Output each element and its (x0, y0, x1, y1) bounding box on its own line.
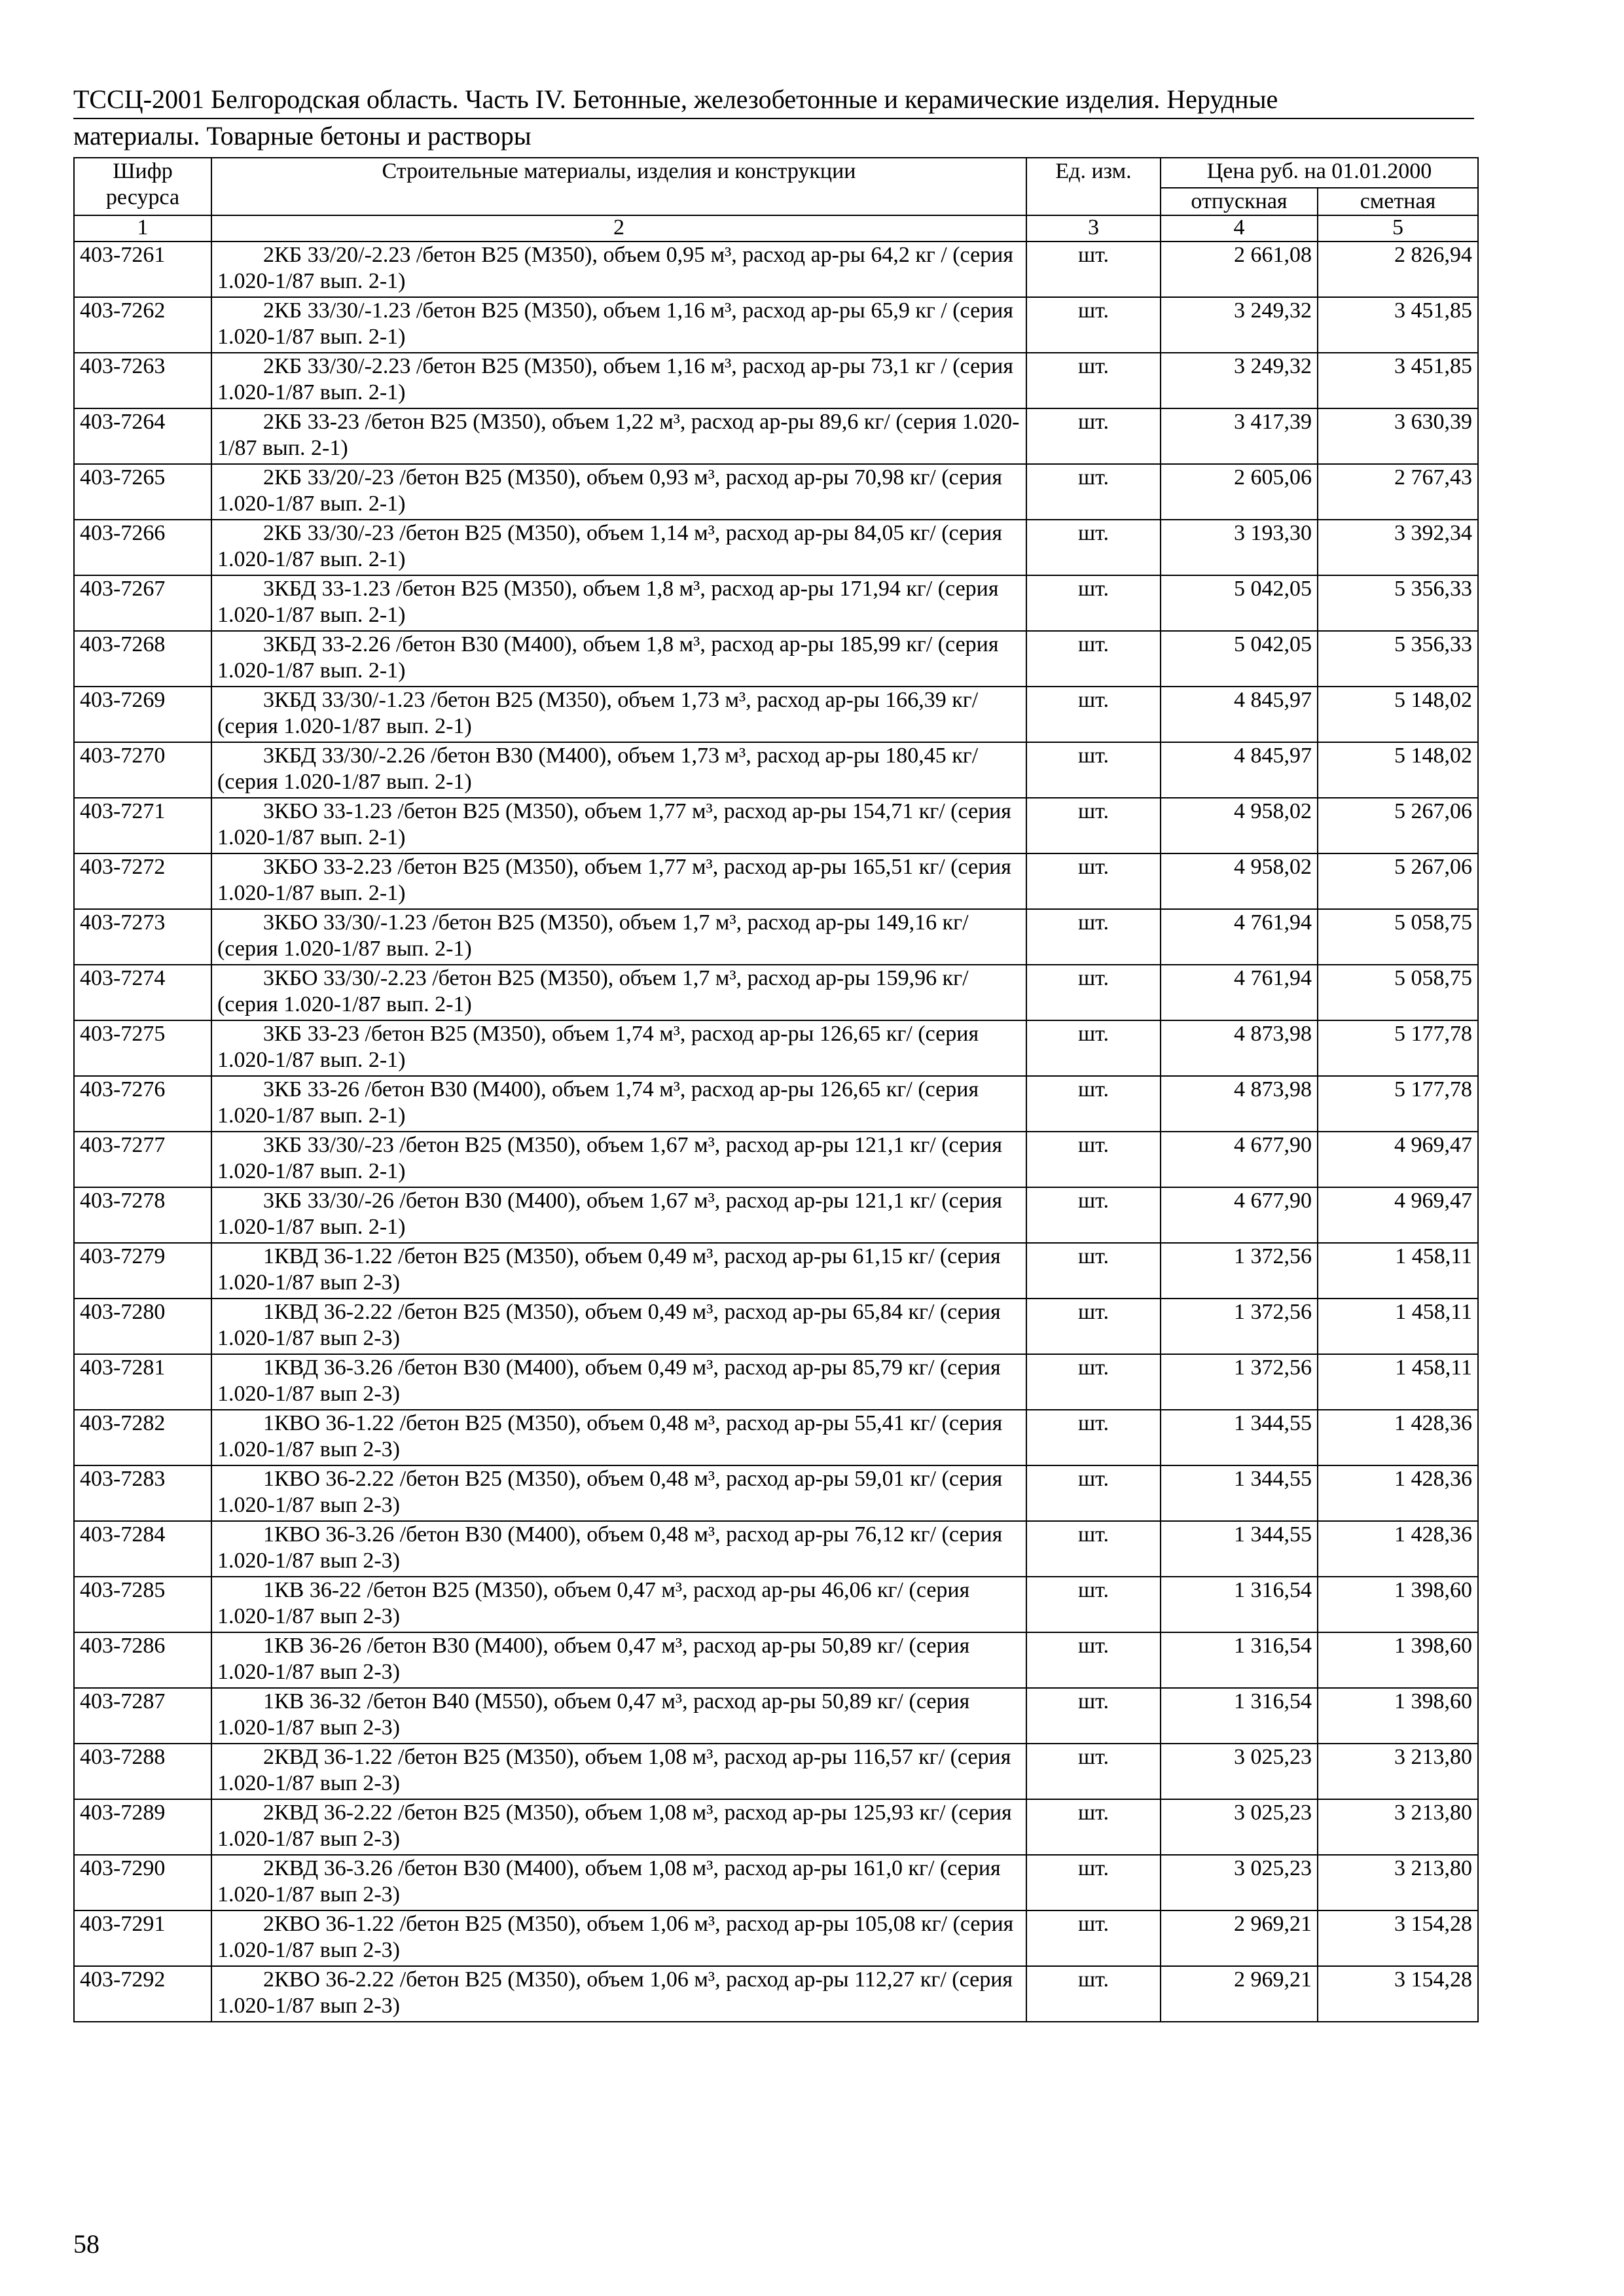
table-row (74, 297, 1478, 353)
resource-name: 2КВД 36-1.22 /бетон В25 (М350), объем 1,08 м³, расход ар-ры 116,57 кг/ (серия 1.020-1/87 вып 2-3) (211, 1744, 1026, 1799)
resource-code: 403-7284 (74, 1521, 211, 1577)
release-price: 4 761,94 (1161, 965, 1318, 1020)
header-unit: Ед. изм. (1026, 158, 1161, 215)
release-price: 2 969,21 (1161, 1966, 1318, 2022)
resource-name: 3КБД 33/30/-2.26 /бетон В30 (М400), объем 1,73 м³, расход ар-ры 180,45 кг/ (серия 1.020-1/87 вып. 2-1) (211, 742, 1026, 798)
header-name: Строительные материалы, изделия и конструкции (211, 158, 1026, 215)
unit-cell: шт. (1026, 853, 1161, 909)
resource-code: 403-7289 (74, 1799, 211, 1855)
estimate-price: 5 267,06 (1318, 798, 1478, 853)
estimate-price: 5 058,75 (1318, 965, 1478, 1020)
release-price: 1 316,54 (1161, 1577, 1318, 1632)
release-price: 4 845,97 (1161, 687, 1318, 742)
unit-cell: шт. (1026, 1632, 1161, 1688)
estimate-price: 2 826,94 (1318, 242, 1478, 297)
resource-name: 2КБ 33/20/-2.23 /бетон В25 (М350), объем 0,95 м³, расход ар-ры 64,2 кг / (серия 1.020-1/87 вып. 2-1) (211, 242, 1026, 297)
resource-name: 1КВО 36-2.22 /бетон В25 (М350), объем 0,48 м³, расход ар-ры 59,01 кг/ (серия 1.020-1/87 вып 2-3) (211, 1465, 1026, 1521)
estimate-price: 5 148,02 (1318, 687, 1478, 742)
table-row (74, 1910, 1478, 1966)
unit-cell: шт. (1026, 742, 1161, 798)
unit-cell: шт. (1026, 1910, 1161, 1966)
release-price: 3 417,39 (1161, 408, 1318, 464)
resource-name: 3КБД 33-1.23 /бетон В25 (М350), объем 1,8 м³, расход ар-ры 171,94 кг/ (серия 1.020-1/87 вып. 2-1) (211, 575, 1026, 631)
unit-cell: шт. (1026, 1577, 1161, 1632)
resource-code: 403-7283 (74, 1465, 211, 1521)
estimate-price: 5 356,33 (1318, 575, 1478, 631)
table-row (74, 1577, 1478, 1632)
page-number: 58 (73, 2229, 99, 2259)
table-row (74, 242, 1478, 297)
resource-name: 3КБ 33/30/-23 /бетон В25 (М350), объем 1,67 м³, расход ар-ры 121,1 кг/ (серия 1.020-1/87 вып. 2-1) (211, 1132, 1026, 1187)
estimate-price: 1 458,11 (1318, 1354, 1478, 1410)
table-row (74, 1187, 1478, 1243)
release-price: 2 661,08 (1161, 242, 1318, 297)
release-price: 1 372,56 (1161, 1354, 1318, 1410)
estimate-price: 5 058,75 (1318, 909, 1478, 965)
table-row (74, 1521, 1478, 1577)
release-price: 3 025,23 (1161, 1855, 1318, 1910)
table-row (74, 798, 1478, 853)
resource-code: 403-7268 (74, 631, 211, 687)
unit-cell: шт. (1026, 1020, 1161, 1076)
estimate-price: 5 177,78 (1318, 1076, 1478, 1132)
unit-cell: шт. (1026, 353, 1161, 408)
resource-code: 403-7269 (74, 687, 211, 742)
unit-cell: шт. (1026, 1521, 1161, 1577)
estimate-price: 3 154,28 (1318, 1966, 1478, 2022)
document-title-line1: ТССЦ-2001 Белгородская область. Часть IV. Бетонные, железобетонные и керамические изделия. Нерудные (73, 84, 1278, 114)
table-row (74, 520, 1478, 575)
unit-cell: шт. (1026, 1132, 1161, 1187)
table-row (74, 1020, 1478, 1076)
estimate-price: 3 154,28 (1318, 1910, 1478, 1966)
estimate-price: 1 428,36 (1318, 1465, 1478, 1521)
resource-name: 3КБД 33/30/-1.23 /бетон В25 (М350), объем 1,73 м³, расход ар-ры 166,39 кг/ (серия 1.020-1/87 вып. 2-1) (211, 687, 1026, 742)
estimate-price: 5 356,33 (1318, 631, 1478, 687)
resource-code: 403-7278 (74, 1187, 211, 1243)
table-row (74, 464, 1478, 520)
resource-code: 403-7285 (74, 1577, 211, 1632)
release-price: 3 025,23 (1161, 1744, 1318, 1799)
table-body (74, 242, 1478, 2022)
unit-cell: шт. (1026, 1688, 1161, 1744)
table-header (74, 158, 1478, 242)
resource-code: 403-7267 (74, 575, 211, 631)
unit-cell: шт. (1026, 1410, 1161, 1465)
resource-code: 403-7288 (74, 1744, 211, 1799)
column-number: 4 (1161, 215, 1318, 242)
release-price: 4 677,90 (1161, 1132, 1318, 1187)
resource-name: 2КВД 36-2.22 /бетон В25 (М350), объем 1,08 м³, расход ар-ры 125,93 кг/ (серия 1.020-1/87 вып 2-3) (211, 1799, 1026, 1855)
release-price: 1 344,55 (1161, 1410, 1318, 1465)
resource-name: 1КВ 36-32 /бетон В40 (М550), объем 0,47 м³, расход ар-ры 50,89 кг/ (серия 1.020-1/87 вып 2-3) (211, 1688, 1026, 1744)
unit-cell: шт. (1026, 1243, 1161, 1299)
release-price: 2 605,06 (1161, 464, 1318, 520)
release-price: 1 316,54 (1161, 1688, 1318, 1744)
unit-cell: шт. (1026, 1855, 1161, 1910)
estimate-price: 3 213,80 (1318, 1855, 1478, 1910)
release-price: 4 677,90 (1161, 1187, 1318, 1243)
table-row (74, 1688, 1478, 1744)
header-rule (73, 118, 1474, 119)
resource-name: 1КВД 36-1.22 /бетон В25 (М350), объем 0,49 м³, расход ар-ры 61,15 кг/ (серия 1.020-1/87 вып 2-3) (211, 1243, 1026, 1299)
resource-code: 403-7275 (74, 1020, 211, 1076)
release-price: 4 958,02 (1161, 798, 1318, 853)
document-title-line2: материалы. Товарные бетоны и растворы (73, 121, 532, 151)
table-row (74, 575, 1478, 631)
release-price: 1 316,54 (1161, 1632, 1318, 1688)
resource-name: 2КБ 33-23 /бетон В25 (М350), объем 1,22 м³, расход ар-ры 89,6 кг/ (серия 1.020-1/87 вып. 2-1) (211, 408, 1026, 464)
resource-name: 3КБД 33-2.26 /бетон В30 (М400), объем 1,8 м³, расход ар-ры 185,99 кг/ (серия 1.020-1/87 вып. 2-1) (211, 631, 1026, 687)
table-row (74, 1076, 1478, 1132)
column-number: 3 (1026, 215, 1161, 242)
resource-code: 403-7262 (74, 297, 211, 353)
release-price: 3 193,30 (1161, 520, 1318, 575)
resource-code: 403-7290 (74, 1855, 211, 1910)
page-header (73, 84, 1474, 152)
resource-name: 3КБО 33-1.23 /бетон В25 (М350), объем 1,77 м³, расход ар-ры 154,71 кг/ (серия 1.020-1/87 вып. 2-1) (211, 798, 1026, 853)
unit-cell: шт. (1026, 798, 1161, 853)
resource-code: 403-7287 (74, 1688, 211, 1744)
estimate-price: 1 458,11 (1318, 1299, 1478, 1354)
estimate-price: 3 213,80 (1318, 1744, 1478, 1799)
table-row (74, 687, 1478, 742)
resource-code: 403-7276 (74, 1076, 211, 1132)
release-price: 3 249,32 (1161, 353, 1318, 408)
resource-code: 403-7265 (74, 464, 211, 520)
unit-cell: шт. (1026, 242, 1161, 297)
table-row (74, 1132, 1478, 1187)
resource-name: 2КВО 36-1.22 /бетон В25 (М350), объем 1,06 м³, расход ар-ры 105,08 кг/ (серия 1.020-1/87 вып 2-3) (211, 1910, 1026, 1966)
resource-name: 2КВД 36-3.26 /бетон В30 (М400), объем 1,08 м³, расход ар-ры 161,0 кг/ (серия 1.020-1/87 вып 2-3) (211, 1855, 1026, 1910)
resource-name: 3КБ 33/30/-26 /бетон В30 (М400), объем 1,67 м³, расход ар-ры 121,1 кг/ (серия 1.020-1/87 вып. 2-1) (211, 1187, 1026, 1243)
estimate-price: 5 177,78 (1318, 1020, 1478, 1076)
release-price: 2 969,21 (1161, 1910, 1318, 1966)
resource-code: 403-7277 (74, 1132, 211, 1187)
table-row (74, 1744, 1478, 1799)
table-row (74, 909, 1478, 965)
estimate-price: 3 630,39 (1318, 408, 1478, 464)
estimate-price: 5 148,02 (1318, 742, 1478, 798)
estimate-price: 1 428,36 (1318, 1521, 1478, 1577)
column-number: 1 (74, 215, 211, 242)
header-price: Цена руб. на 01.01.2000 (1161, 158, 1478, 188)
resource-code: 403-7266 (74, 520, 211, 575)
resource-code: 403-7261 (74, 242, 211, 297)
release-price: 1 372,56 (1161, 1299, 1318, 1354)
estimate-price: 2 767,43 (1318, 464, 1478, 520)
resource-name: 1КВО 36-3.26 /бетон В30 (М400), объем 0,48 м³, расход ар-ры 76,12 кг/ (серия 1.020-1/87 вып 2-3) (211, 1521, 1026, 1577)
resource-name: 1КВ 36-22 /бетон В25 (М350), объем 0,47 м³, расход ар-ры 46,06 кг/ (серия 1.020-1/87 вып 2-3) (211, 1577, 1026, 1632)
unit-cell: шт. (1026, 1465, 1161, 1521)
estimate-price: 5 267,06 (1318, 853, 1478, 909)
header-release-price: отпускная (1161, 188, 1318, 215)
resource-name: 1КВ 36-26 /бетон В30 (М400), объем 0,47 м³, расход ар-ры 50,89 кг/ (серия 1.020-1/87 вып 2-3) (211, 1632, 1026, 1688)
estimate-price: 3 392,34 (1318, 520, 1478, 575)
resource-code: 403-7280 (74, 1299, 211, 1354)
unit-cell: шт. (1026, 1076, 1161, 1132)
table-row (74, 965, 1478, 1020)
resource-name: 2КБ 33/20/-23 /бетон В25 (М350), объем 0,93 м³, расход ар-ры 70,98 кг/ (серия 1.020-1/87 вып. 2-1) (211, 464, 1026, 520)
resource-name: 1КВД 36-3.26 /бетон В30 (М400), объем 0,49 м³, расход ар-ры 85,79 кг/ (серия 1.020-1/87 вып 2-3) (211, 1354, 1026, 1410)
table-row (74, 853, 1478, 909)
resource-name: 3КБ 33-23 /бетон В25 (М350), объем 1,74 м³, расход ар-ры 126,65 кг/ (серия 1.020-1/87 вып. 2-1) (211, 1020, 1026, 1076)
table-row (74, 742, 1478, 798)
release-price: 3 025,23 (1161, 1799, 1318, 1855)
resource-code: 403-7263 (74, 353, 211, 408)
release-price: 1 372,56 (1161, 1243, 1318, 1299)
column-number: 5 (1318, 215, 1478, 242)
release-price: 1 344,55 (1161, 1465, 1318, 1521)
table-row (74, 1855, 1478, 1910)
table-row (74, 408, 1478, 464)
table-row (74, 1354, 1478, 1410)
resource-name: 2КБ 33/30/-2.23 /бетон В25 (М350), объем 1,16 м³, расход ар-ры 73,1 кг / (серия 1.020-1/87 вып. 2-1) (211, 353, 1026, 408)
release-price: 5 042,05 (1161, 631, 1318, 687)
release-price: 4 845,97 (1161, 742, 1318, 798)
table-row (74, 1410, 1478, 1465)
resource-code: 403-7273 (74, 909, 211, 965)
estimate-price: 1 458,11 (1318, 1243, 1478, 1299)
column-number: 2 (211, 215, 1026, 242)
resource-code: 403-7264 (74, 408, 211, 464)
unit-cell: шт. (1026, 464, 1161, 520)
table-row (74, 631, 1478, 687)
resource-code: 403-7274 (74, 965, 211, 1020)
estimate-price: 3 451,85 (1318, 297, 1478, 353)
estimate-price: 3 451,85 (1318, 353, 1478, 408)
unit-cell: шт. (1026, 520, 1161, 575)
table-row (74, 353, 1478, 408)
table-row (74, 1966, 1478, 2022)
resource-name: 2КБ 33/30/-23 /бетон В25 (М350), объем 1,14 м³, расход ар-ры 84,05 кг/ (серия 1.020-1/87 вып. 2-1) (211, 520, 1026, 575)
unit-cell: шт. (1026, 297, 1161, 353)
estimate-price: 1 428,36 (1318, 1410, 1478, 1465)
estimate-price: 3 213,80 (1318, 1799, 1478, 1855)
estimate-price: 1 398,60 (1318, 1577, 1478, 1632)
table-row (74, 1465, 1478, 1521)
resource-name: 2КБ 33/30/-1.23 /бетон В25 (М350), объем 1,16 м³, расход ар-ры 65,9 кг / (серия 1.020-1/87 вып. 2-1) (211, 297, 1026, 353)
table-row (74, 1632, 1478, 1688)
resource-code: 403-7286 (74, 1632, 211, 1688)
resource-code: 403-7282 (74, 1410, 211, 1465)
unit-cell: шт. (1026, 1299, 1161, 1354)
resource-name: 3КБО 33/30/-1.23 /бетон В25 (М350), объем 1,7 м³, расход ар-ры 149,16 кг/ (серия 1.020-1/87 вып. 2-1) (211, 909, 1026, 965)
unit-cell: шт. (1026, 909, 1161, 965)
unit-cell: шт. (1026, 408, 1161, 464)
table-row (74, 1799, 1478, 1855)
table-row (74, 1243, 1478, 1299)
resource-code: 403-7271 (74, 798, 211, 853)
unit-cell: шт. (1026, 1354, 1161, 1410)
release-price: 4 873,98 (1161, 1076, 1318, 1132)
table-row (74, 1299, 1478, 1354)
resource-name: 2КВО 36-2.22 /бетон В25 (М350), объем 1,06 м³, расход ар-ры 112,27 кг/ (серия 1.020-1/87 вып 2-3) (211, 1966, 1026, 2022)
estimate-price: 4 969,47 (1318, 1132, 1478, 1187)
release-price: 4 958,02 (1161, 853, 1318, 909)
unit-cell: шт. (1026, 1744, 1161, 1799)
resource-name: 3КБО 33/30/-2.23 /бетон В25 (М350), объем 1,7 м³, расход ар-ры 159,96 кг/ (серия 1.020-1/87 вып. 2-1) (211, 965, 1026, 1020)
resource-name: 3КБО 33-2.23 /бетон В25 (М350), объем 1,77 м³, расход ар-ры 165,51 кг/ (серия 1.020-1/87 вып. 2-1) (211, 853, 1026, 909)
unit-cell: шт. (1026, 1799, 1161, 1855)
release-price: 4 873,98 (1161, 1020, 1318, 1076)
resource-code: 403-7279 (74, 1243, 211, 1299)
unit-cell: шт. (1026, 965, 1161, 1020)
release-price: 3 249,32 (1161, 297, 1318, 353)
release-price: 5 042,05 (1161, 575, 1318, 631)
unit-cell: шт. (1026, 1187, 1161, 1243)
resource-name: 3КБ 33-26 /бетон В30 (М400), объем 1,74 м³, расход ар-ры 126,65 кг/ (серия 1.020-1/87 вып. 2-1) (211, 1076, 1026, 1132)
header-estimate-price: сметная (1318, 188, 1478, 215)
resource-name: 1КВД 36-2.22 /бетон В25 (М350), объем 0,49 м³, расход ар-ры 65,84 кг/ (серия 1.020-1/87 вып 2-3) (211, 1299, 1026, 1354)
estimate-price: 4 969,47 (1318, 1187, 1478, 1243)
unit-cell: шт. (1026, 687, 1161, 742)
resource-code: 403-7272 (74, 853, 211, 909)
estimate-price: 1 398,60 (1318, 1688, 1478, 1744)
resource-code: 403-7281 (74, 1354, 211, 1410)
release-price: 4 761,94 (1161, 909, 1318, 965)
unit-cell: шт. (1026, 631, 1161, 687)
estimate-price: 1 398,60 (1318, 1632, 1478, 1688)
unit-cell: шт. (1026, 575, 1161, 631)
unit-cell: шт. (1026, 1966, 1161, 2022)
release-price: 1 344,55 (1161, 1521, 1318, 1577)
resource-name: 1КВО 36-1.22 /бетон В25 (М350), объем 0,48 м³, расход ар-ры 55,41 кг/ (серия 1.020-1/87 вып 2-3) (211, 1410, 1026, 1465)
header-code: Шифр ресурса (74, 158, 211, 215)
resource-code: 403-7291 (74, 1910, 211, 1966)
resource-code: 403-7292 (74, 1966, 211, 2022)
price-table (73, 157, 1479, 2022)
resource-code: 403-7270 (74, 742, 211, 798)
